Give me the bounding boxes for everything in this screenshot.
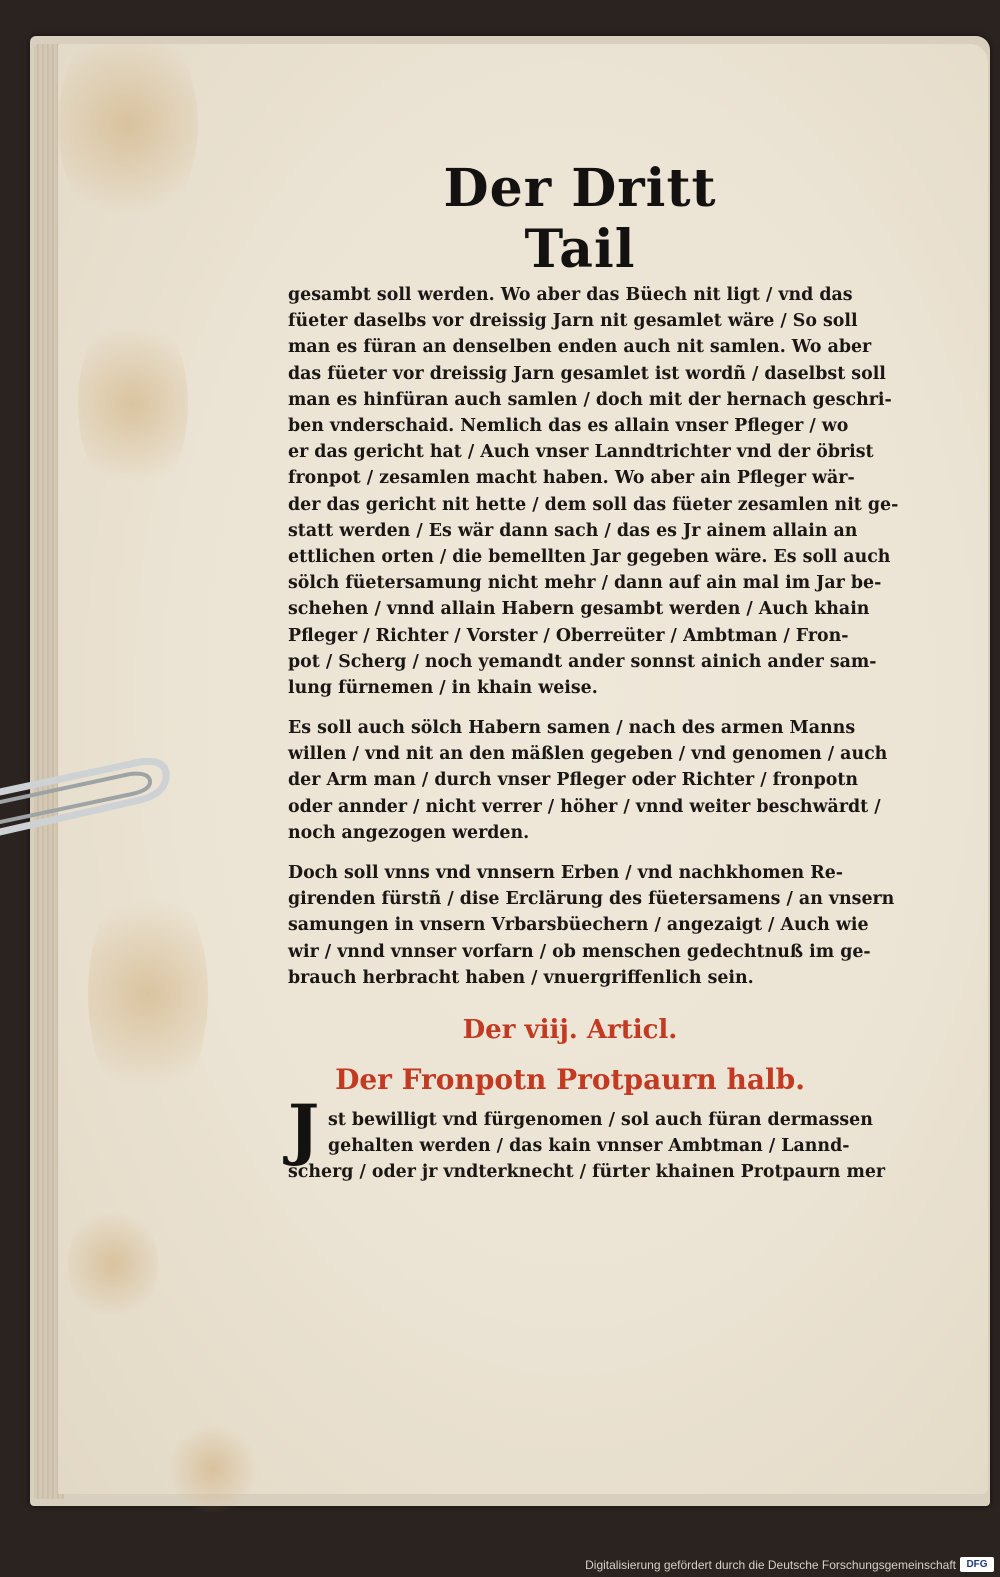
text-line: gesambt soll werden. Wo aber das Büech nit ligt / vnd das — [288, 285, 853, 305]
text-line: st bewilligt vnd fürgenomen / sol auch füran dermassen — [328, 1110, 873, 1130]
text-line: man es hinfüran auch samlen / doch mit der hernach geschri- — [288, 389, 892, 410]
text-line: füeter daselbs vor dreissig Jarn nit gesamlet wäre / So soll — [288, 311, 858, 332]
text-line: er das gericht hat / Auch vnser Lanndtrichter vnd der öbrist — [288, 442, 874, 463]
text-line: gehalten werden / das kain vnnser Ambtman / Lannd- — [328, 1136, 850, 1157]
text-line: ben vnderschaid. Nemlich das es allain vnser Pfleger / wo — [288, 416, 849, 437]
paper-clip-icon — [0, 752, 170, 838]
text-line: Es soll auch sölch Habern samen / nach des armen Manns — [288, 718, 856, 738]
text-line: samungen in vnsern Vrbarsbüechern / angezaigt / Auch wie — [288, 915, 869, 936]
paragraph-3 — [288, 860, 895, 991]
paragraph-4 — [288, 1107, 886, 1186]
text-line: der das gericht nit hette / dem soll das füeter zesamlen nit ge- — [288, 494, 899, 515]
footer-bar — [0, 1551, 1000, 1577]
paragraph-1 — [288, 282, 899, 701]
drop-cap-initial: J — [288, 1090, 320, 1168]
text-line: willen / vnd nit an den mäßlen gegeben / vnd genomen / auch — [288, 744, 888, 765]
text-line: oder annder / nicht verrer / höher / vnnd weiter beschwärdt / — [288, 796, 881, 817]
paper-stain — [168, 1424, 258, 1514]
article-number-heading: Der viij. Articl. — [462, 1015, 678, 1045]
text-line: pot / Scherg / noch yemandt ander sonnst ainich ander sam- — [288, 651, 877, 672]
text-line: das füeter vor dreissig Jarn gesamlet ist wordñ / daselbst soll — [288, 363, 886, 384]
article-title-heading: Der Fronpotn Protpaurn halb. — [335, 1063, 805, 1096]
text-line: der Arm man / durch vnser Pfleger oder Richter / fronpotn — [288, 770, 859, 791]
text-line: fronpot / zesamlen macht haben. Wo aber ain Pfleger wär- — [288, 468, 855, 489]
paper-stain — [88, 874, 208, 1114]
paragraph-2 — [288, 715, 888, 846]
dfg-logo: DFG — [960, 1557, 994, 1572]
text-line: schehen / vnnd allain Habern gesambt werden / Auch khain — [288, 599, 870, 620]
text-line: wir / vnnd vnnser vorfarn / ob menschen gedechtnuß im ge- — [288, 941, 871, 962]
text-line: statt werden / Es wär dann sach / das es Jr ainem allain an — [288, 520, 858, 541]
text-line: noch angezogen werden. — [288, 822, 530, 843]
text-line: Doch soll vnns vnd vnnsern Erben / vnd nachkhomen Re- — [288, 863, 843, 883]
paper-stain — [78, 304, 188, 504]
text-line: Pfleger / Richter / Vorster / Oberreüter / Ambtman / Fron- — [288, 625, 849, 646]
text-line: sölch füetersamung nicht mehr / dann auf ain mal im Jar be- — [288, 573, 882, 594]
text-line: lung fürnemen / in khain weise. — [288, 678, 598, 699]
text-line: man es füran an denselben enden auch nit samlen. Wo aber — [288, 337, 872, 358]
text-line: scherg / oder jr vndterknecht / fürter khainen Protpaurn mer — [288, 1162, 886, 1183]
running-head: Der Dritt Tail — [443, 158, 717, 280]
text-line: girenden fürstñ / dise Erclärung des füetersamens / an vnsern — [288, 889, 895, 910]
text-line: brauch herbracht haben / vnuergriffenlich sein. — [288, 967, 754, 988]
paper-stain — [68, 1204, 158, 1324]
text-line: ettlichen orten / die bemellten Jar gegeben wäre. Es soll auch — [288, 547, 891, 568]
paper-stain — [58, 14, 198, 234]
footer-credit: Digitalisierung gefördert durch die Deutsche Forschungsgemeinschaft — [585, 1558, 956, 1572]
